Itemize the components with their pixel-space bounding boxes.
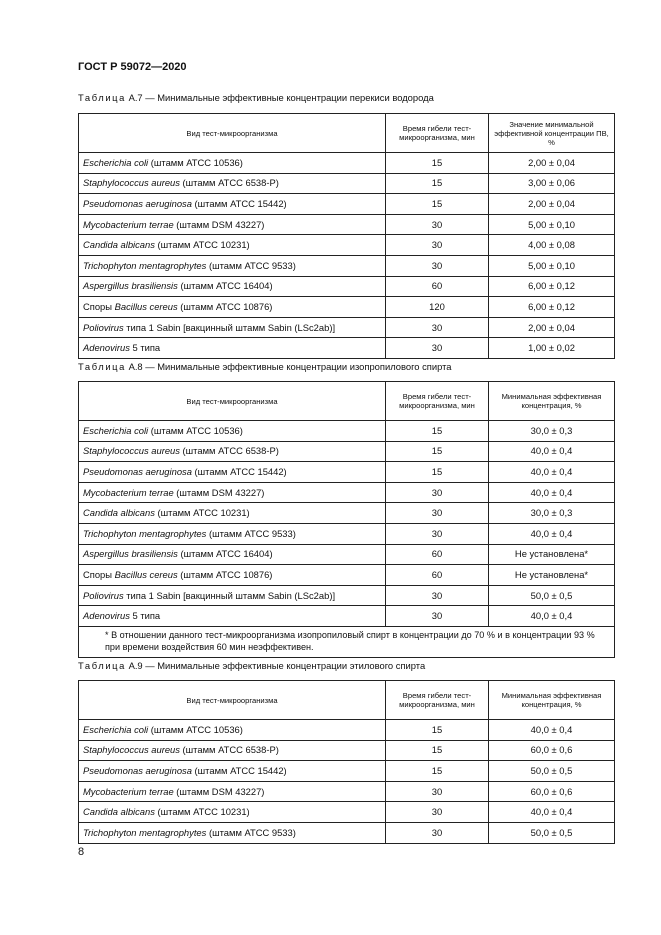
death-time-cell: 15 (386, 194, 489, 215)
death-time-cell: 60 (386, 544, 489, 565)
organism-species: Mycobacterium terrae (83, 785, 174, 797)
organism-strain: (штамм АТСС 16404) (177, 548, 273, 560)
concentration-cell: 50,0 ± 0,5 (489, 585, 615, 606)
organism-cell (79, 544, 386, 565)
death-time-cell: 30 (386, 802, 489, 823)
table-row (79, 338, 615, 359)
organism-species: Pseudomonas aeruginosa (83, 764, 192, 776)
death-time-cell: 15 (386, 173, 489, 194)
concentration-cell: 50,0 ± 0,5 (489, 822, 615, 843)
concentration-cell: 30,0 ± 0,3 (489, 421, 615, 442)
concentration-cell: 3,00 ± 0,06 (489, 173, 615, 194)
organism-cell (79, 441, 386, 462)
table-row (79, 317, 615, 338)
concentration-cell: 40,0 ± 0,4 (489, 606, 615, 627)
death-time-cell: 30 (386, 235, 489, 256)
organism-strain: (штамм АТСС 10231) (154, 507, 250, 519)
caption-word: Таблица (78, 660, 126, 671)
column-header-time: Время гибели тест-микроорганизма, мин (386, 681, 489, 720)
table-row (79, 153, 615, 174)
table-row (79, 276, 615, 297)
table-row (79, 523, 615, 544)
table-a9-caption (78, 660, 425, 671)
organism-species: Pseudomonas aeruginosa (83, 465, 192, 477)
death-time-cell: 30 (386, 503, 489, 524)
table-a7-caption (78, 92, 434, 103)
caption-text: А.9 — Минимальные эффективные концентрации этилового спирта (125, 660, 426, 671)
organism-species: Staphylococcus aureus (83, 177, 180, 189)
death-time-cell: 30 (386, 255, 489, 276)
table-row (79, 173, 615, 194)
organism-cell (79, 761, 386, 782)
concentration-cell: 1,00 ± 0,02 (489, 338, 615, 359)
organism-cell (79, 297, 386, 318)
organism-strain: (штамм АТСС 15442) (191, 764, 287, 776)
table-row (79, 720, 615, 741)
organism-cell (79, 606, 386, 627)
table-row (79, 503, 615, 524)
death-time-cell: 30 (386, 606, 489, 627)
organism-strain: типа 1 Sabin [вакцинный штамм Sabin (LSc2ab)] (123, 321, 336, 333)
death-time-cell: 60 (386, 276, 489, 297)
death-time-cell: 15 (386, 441, 489, 462)
organism-strain: (штамм АТСС 10876) (177, 300, 273, 312)
table-row (79, 802, 615, 823)
concentration-cell: Не установлена* (489, 565, 615, 586)
concentration-cell: 5,00 ± 0,10 (489, 214, 615, 235)
table-row (79, 482, 615, 503)
organism-strain: (штамм АТСС 9533) (206, 527, 296, 539)
organism-species: Bacillus cereus (114, 568, 178, 580)
organism-cell (79, 503, 386, 524)
column-header-organism: Вид тест-микроорганизма (79, 114, 386, 153)
column-header-organism: Вид тест-микроорганизма (79, 382, 386, 421)
death-time-cell: 15 (386, 421, 489, 442)
organism-species: Aspergillus brasiliensis (83, 548, 178, 560)
organism-species: Escherichia coli (83, 723, 149, 735)
death-time-cell: 30 (386, 585, 489, 606)
organism-cell (79, 565, 386, 586)
death-time-cell: 120 (386, 297, 489, 318)
concentration-cell: 40,0 ± 0,4 (489, 523, 615, 544)
organism-strain: (штамм АТСС 10536) (148, 424, 243, 436)
organism-prefix: Споры (83, 300, 115, 312)
organism-strain: типа 1 Sabin [вакцинный штамм Sabin (LSc2ab)] (123, 589, 336, 601)
death-time-cell: 30 (386, 523, 489, 544)
organism-species: Aspergillus brasiliensis (83, 280, 178, 292)
death-time-cell: 15 (386, 153, 489, 174)
table-row (79, 740, 615, 761)
organism-cell (79, 235, 386, 256)
organism-cell (79, 462, 386, 483)
table-row (79, 585, 615, 606)
column-header-organism: Вид тест-микроорганизма (79, 681, 386, 720)
death-time-cell: 30 (386, 781, 489, 802)
table-row (79, 544, 615, 565)
organism-species: Mycobacterium terrae (83, 486, 174, 498)
concentration-cell: 40,0 ± 0,4 (489, 802, 615, 823)
table-a7 (78, 113, 615, 359)
organism-cell (79, 255, 386, 276)
table-a9 (78, 680, 615, 844)
organism-cell (79, 153, 386, 174)
table-a8-caption (78, 361, 452, 372)
concentration-cell: 40,0 ± 0,4 (489, 462, 615, 483)
organism-strain: (штамм DSM 43227) (173, 785, 265, 797)
table-row (79, 235, 615, 256)
table-row (79, 441, 615, 462)
organism-species: Trichophyton mentagrophytes (83, 259, 207, 271)
organism-strain: (штамм АТСС 9533) (206, 259, 296, 271)
organism-cell (79, 173, 386, 194)
concentration-cell: Не установлена* (489, 544, 615, 565)
death-time-cell: 15 (386, 462, 489, 483)
concentration-cell: 40,0 ± 0,4 (489, 441, 615, 462)
organism-cell (79, 740, 386, 761)
organism-cell (79, 720, 386, 741)
organism-species: Adenovirus (83, 610, 130, 622)
table-a8 (78, 381, 615, 658)
concentration-cell: 2,00 ± 0,04 (489, 194, 615, 215)
organism-species: Mycobacterium terrae (83, 218, 174, 230)
organism-strain: 5 типа (129, 342, 161, 354)
organism-cell (79, 421, 386, 442)
death-time-cell: 30 (386, 338, 489, 359)
table-row (79, 565, 615, 586)
column-header-concentration: Минимальная эффективная концентрация, % (489, 382, 615, 421)
organism-strain: (штамм АТСС 10876) (177, 568, 273, 580)
organism-strain: (штамм АТСС 10231) (154, 239, 250, 251)
caption-text: А.8 — Минимальные эффективные концентрации изопропилового спирта (125, 361, 452, 372)
concentration-cell: 60,0 ± 0,6 (489, 740, 615, 761)
concentration-cell: 30,0 ± 0,3 (489, 503, 615, 524)
caption-word: Таблица (78, 92, 126, 103)
concentration-cell: 60,0 ± 0,6 (489, 781, 615, 802)
organism-species: Trichophyton mentagrophytes (83, 527, 207, 539)
death-time-cell: 15 (386, 740, 489, 761)
table-row (79, 214, 615, 235)
organism-cell (79, 822, 386, 843)
concentration-cell: 2,00 ± 0,04 (489, 317, 615, 338)
organism-cell (79, 802, 386, 823)
organism-cell (79, 482, 386, 503)
organism-strain: (штамм АТСС 10231) (154, 806, 250, 818)
organism-strain: (штамм АТСС 6538-P) (179, 744, 279, 756)
table-row (79, 761, 615, 782)
concentration-cell: 40,0 ± 0,4 (489, 720, 615, 741)
organism-species: Pseudomonas aeruginosa (83, 197, 192, 209)
concentration-cell: 40,0 ± 0,4 (489, 482, 615, 503)
concentration-cell: 4,00 ± 0,08 (489, 235, 615, 256)
organism-species: Candida albicans (83, 239, 155, 251)
organism-strain: (штамм АТСС 9533) (206, 826, 296, 838)
death-time-cell: 30 (386, 482, 489, 503)
organism-strain: (штамм АТСС 6538-P) (179, 445, 279, 457)
column-header-concentration: Минимальная эффективная концентрация, % (489, 681, 615, 720)
organism-species: Escherichia coli (83, 156, 149, 168)
concentration-cell: 50,0 ± 0,5 (489, 761, 615, 782)
concentration-cell: 5,00 ± 0,10 (489, 255, 615, 276)
organism-species: Staphylococcus aureus (83, 445, 180, 457)
organism-cell (79, 276, 386, 297)
organism-species: Escherichia coli (83, 424, 149, 436)
table-row (79, 781, 615, 802)
death-time-cell: 30 (386, 822, 489, 843)
death-time-cell: 30 (386, 214, 489, 235)
table-row (79, 606, 615, 627)
table-footnote-row (79, 626, 615, 657)
table-row (79, 421, 615, 442)
death-time-cell: 15 (386, 720, 489, 741)
table-row (79, 462, 615, 483)
table-row (79, 297, 615, 318)
table-footnote: * В отношении данного тест-микроорганизма изопропиловый спирт в концентрации до 70 % и в концентрации 93 % при времени воздействия 60 мин неэффективен. (79, 626, 615, 657)
column-header-time: Время гибели тест-микроорганизма, мин (386, 114, 489, 153)
organism-species: Candida albicans (83, 507, 155, 519)
table-row (79, 255, 615, 276)
organism-species: Trichophyton mentagrophytes (83, 826, 207, 838)
organism-species: Adenovirus (83, 342, 130, 354)
death-time-cell: 30 (386, 317, 489, 338)
table-row (79, 194, 615, 215)
page-number: 8 (78, 846, 85, 858)
organism-species: Poliovirus (83, 321, 124, 333)
concentration-cell: 2,00 ± 0,04 (489, 153, 615, 174)
caption-word: Таблица (78, 361, 126, 372)
organism-cell (79, 194, 386, 215)
organism-cell (79, 214, 386, 235)
concentration-cell: 6,00 ± 0,12 (489, 297, 615, 318)
organism-cell (79, 585, 386, 606)
organism-strain: (штамм АТСС 10536) (148, 156, 243, 168)
caption-text: А.7 — Минимальные эффективные концентрации перекиси водорода (125, 92, 434, 103)
death-time-cell: 15 (386, 761, 489, 782)
organism-strain: (штамм АТСС 15442) (191, 465, 287, 477)
organism-cell (79, 781, 386, 802)
organism-strain: (штамм АТСС 15442) (191, 197, 287, 209)
organism-cell (79, 317, 386, 338)
organism-strain: (штамм АТСС 6538-P) (179, 177, 279, 189)
death-time-cell: 60 (386, 565, 489, 586)
organism-strain: (штамм АТСС 10536) (148, 723, 243, 735)
organism-cell (79, 338, 386, 359)
organism-strain: (штамм DSM 43227) (173, 486, 265, 498)
organism-prefix: Споры (83, 568, 115, 580)
organism-strain: (штамм АТСС 16404) (177, 280, 273, 292)
organism-species: Candida albicans (83, 806, 155, 818)
organism-species: Bacillus cereus (114, 300, 178, 312)
concentration-cell: 6,00 ± 0,12 (489, 276, 615, 297)
column-header-concentration: Значение минимальной эффективной концентрации ПВ, % (489, 114, 615, 153)
organism-species: Poliovirus (83, 589, 124, 601)
document-standard-header: ГОСТ Р 59072—2020 (78, 61, 187, 73)
column-header-time: Время гибели тест-микроорганизма, мин (386, 382, 489, 421)
organism-species: Staphylococcus aureus (83, 744, 180, 756)
organism-strain: (штамм DSM 43227) (173, 218, 265, 230)
organism-cell (79, 523, 386, 544)
table-row (79, 822, 615, 843)
organism-strain: 5 типа (129, 610, 161, 622)
